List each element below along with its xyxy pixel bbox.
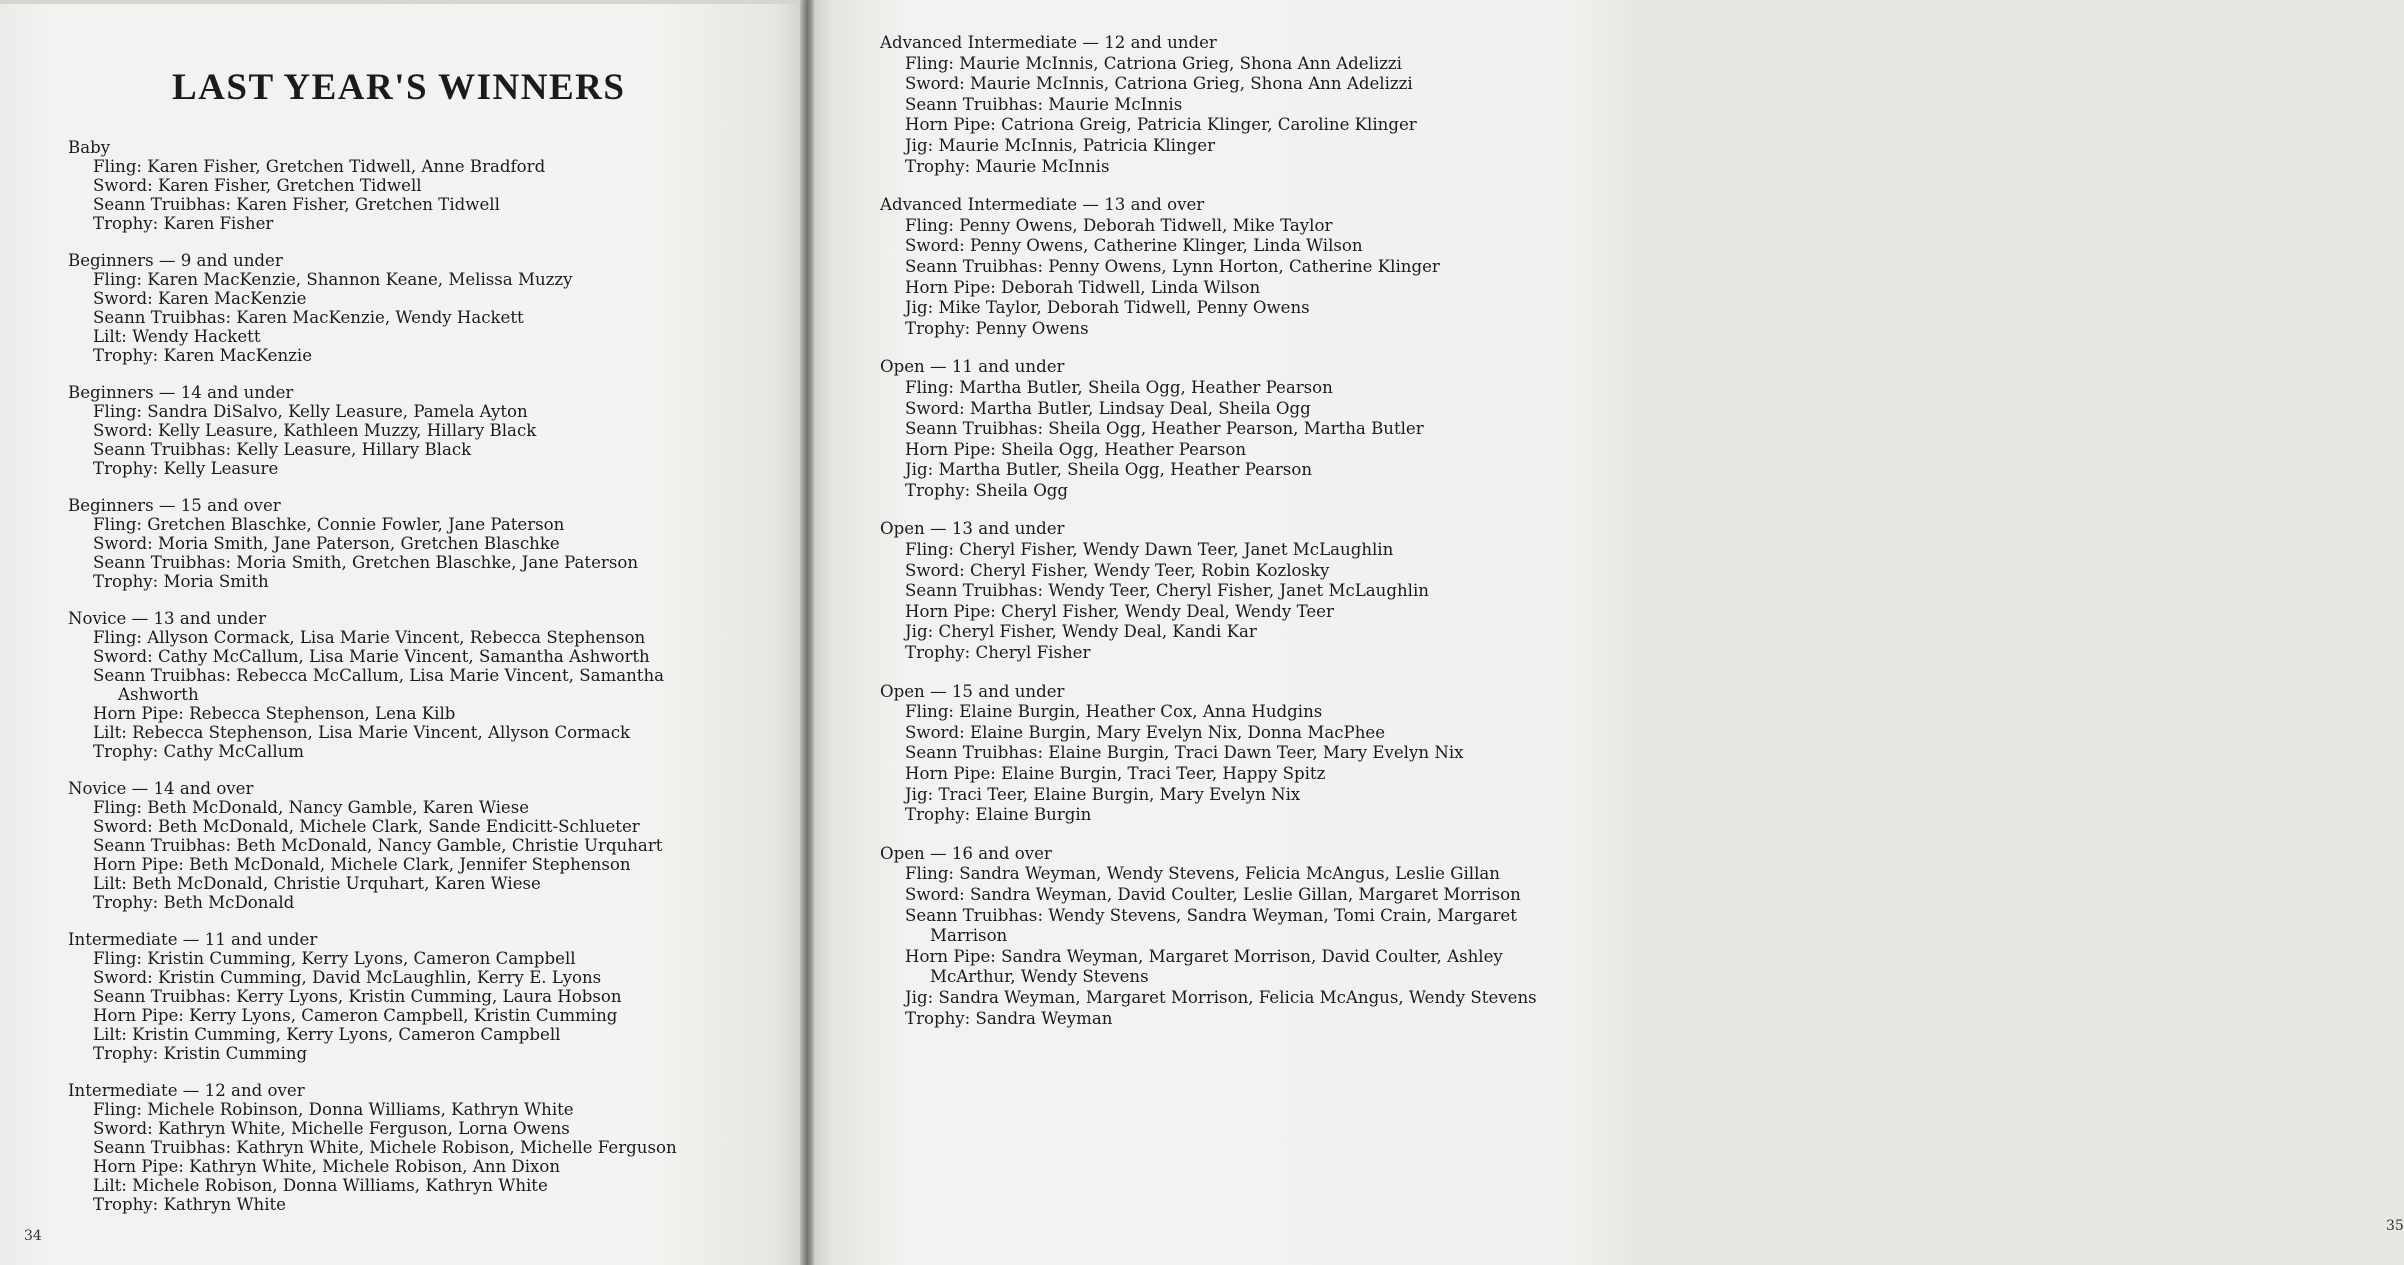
winner-entry: Trophy: Karen Fisher	[93, 214, 274, 233]
section-heading: Baby	[68, 138, 111, 157]
winner-entry: Seann Truibhas: Penny Owens, Lynn Horton, Catherine Klinger	[905, 256, 1440, 276]
winner-entry: Sword: Kathryn White, Michelle Ferguson, Lorna Owens	[93, 1119, 570, 1138]
winner-entry: Sword: Karen MacKenzie	[93, 289, 307, 308]
winner-entry: Trophy: Elaine Burgin	[905, 805, 1092, 825]
left-page	[0, 0, 808, 1265]
winner-entry: Fling: Kristin Cumming, Kerry Lyons, Cameron Campbell	[93, 949, 576, 968]
winner-entry: Fling: Martha Butler, Sheila Ogg, Heather Pearson	[905, 377, 1333, 397]
winner-entry: Fling: Elaine Burgin, Heather Cox, Anna Hudgins	[905, 702, 1323, 722]
winner-entry: Trophy: Kathryn White	[93, 1195, 286, 1214]
winner-entry: Jig: Sandra Weyman, Margaret Morrison, Felicia McAngus, Wendy Stevens	[905, 987, 1537, 1007]
winner-entry: Jig: Mike Taylor, Deborah Tidwell, Penny Owens	[905, 298, 1310, 318]
winner-entry: Jig: Traci Teer, Elaine Burgin, Mary Evelyn Nix	[905, 784, 1301, 804]
winner-entry: Fling: Cheryl Fisher, Wendy Dawn Teer, Janet McLaughlin	[905, 540, 1394, 560]
winner-entry: Fling: Michele Robinson, Donna Williams, Kathryn White	[93, 1100, 574, 1119]
winner-entry: Lilt: Rebecca Stephenson, Lisa Marie Vincent, Allyson Cormack	[93, 723, 631, 742]
winner-entry: Lilt: Kristin Cumming, Kerry Lyons, Cameron Campbell	[93, 1025, 561, 1044]
winner-entry: Sword: Maurie McInnis, Catriona Grieg, Shona Ann Adelizzi	[905, 74, 1413, 94]
winner-entry: Seann Truibhas: Elaine Burgin, Traci Dawn Teer, Mary Evelyn Nix	[905, 743, 1464, 763]
section-heading: Open — 13 and under	[880, 519, 1065, 539]
winners-section	[68, 1081, 728, 1214]
winner-entry: Horn Pipe: Catriona Greig, Patricia Klinger, Caroline Klinger	[905, 115, 1417, 135]
winners-section	[68, 383, 728, 478]
winner-entry: Seann Truibhas: Karen Fisher, Gretchen Tidwell	[93, 195, 500, 214]
winner-entry: Fling: Penny Owens, Deborah Tidwell, Mike Taylor	[905, 215, 1333, 235]
winners-section	[880, 357, 1540, 501]
winner-entry: Fling: Gretchen Blaschke, Connie Fowler, Jane Paterson	[93, 515, 565, 534]
winners-section	[880, 195, 1540, 339]
winners-section	[880, 682, 1540, 826]
winner-entry: Lilt: Beth McDonald, Christie Urquhart, Karen Wiese	[93, 874, 541, 893]
winner-entry: Fling: Sandra Weyman, Wendy Stevens, Felicia McAngus, Leslie Gillan	[905, 864, 1500, 884]
winners-section	[68, 609, 728, 761]
section-heading: Advanced Intermediate — 13 and over	[880, 195, 1205, 215]
winner-entry: Seann Truibhas: Kerry Lyons, Kristin Cumming, Laura Hobson	[93, 987, 622, 1006]
winner-entry: Horn Pipe: Sheila Ogg, Heather Pearson	[905, 439, 1247, 459]
winners-section	[68, 138, 728, 233]
winner-entry: Fling: Karen Fisher, Gretchen Tidwell, Anne Bradford	[93, 157, 546, 176]
section-heading: Advanced Intermediate — 12 and under	[880, 33, 1217, 52]
winner-entry: Jig: Maurie McInnis, Patricia Klinger	[905, 135, 1215, 155]
winner-entry: Seann Truibhas: Kathryn White, Michele Robison, Michelle Ferguson	[93, 1138, 677, 1157]
winner-entry: Trophy: Maurie McInnis	[905, 156, 1110, 176]
book-gutter	[800, 0, 814, 1265]
winners-section	[68, 496, 728, 591]
winner-entry: Seann Truibhas: Moria Smith, Gretchen Blaschke, Jane Paterson	[93, 553, 639, 572]
winner-entry: Sword: Kelly Leasure, Kathleen Muzzy, Hillary Black	[93, 421, 537, 440]
page-number-left: 34	[24, 1228, 42, 1244]
winner-entry: Sword: Kristin Cumming, David McLaughlin, Kerry E. Lyons	[93, 968, 602, 987]
winner-entry: Sword: Penny Owens, Catherine Klinger, Linda Wilson	[905, 236, 1363, 256]
winner-entry: Seann Truibhas: Wendy Teer, Cheryl Fisher, Janet McLaughlin	[905, 581, 1429, 601]
winner-entry: Sword: Karen Fisher, Gretchen Tidwell	[93, 176, 422, 195]
winner-entry: Trophy: Penny Owens	[905, 318, 1089, 338]
winner-entry: Seann Truibhas: Kelly Leasure, Hillary Black	[93, 440, 472, 459]
winner-entry: Sword: Beth McDonald, Michele Clark, Sande Endicitt-Schlueter	[93, 817, 640, 836]
winner-entry: Fling: Karen MacKenzie, Shannon Keane, Melissa Muzzy	[93, 270, 573, 289]
winners-section	[68, 251, 728, 365]
winner-entry: Jig: Martha Butler, Sheila Ogg, Heather Pearson	[905, 460, 1312, 480]
winner-entry: Trophy: Cheryl Fisher	[905, 643, 1091, 663]
winner-entry: Trophy: Kelly Leasure	[93, 459, 279, 478]
section-heading: Intermediate — 11 and under	[68, 930, 318, 949]
winner-entry: Seann Truibhas: Wendy Stevens, Sandra Weyman, Tomi Crain, Margaret Marrison	[905, 905, 1517, 946]
winners-section	[880, 844, 1540, 1029]
section-heading: Open — 15 and under	[880, 681, 1065, 701]
winner-entry: Trophy: Sandra Weyman	[905, 1008, 1113, 1028]
winner-entry: Sword: Moria Smith, Jane Paterson, Gretchen Blaschke	[93, 534, 560, 553]
winner-entry: Fling: Beth McDonald, Nancy Gamble, Karen Wiese	[93, 798, 530, 817]
left-column	[68, 138, 728, 1232]
winner-entry: Sword: Cathy McCallum, Lisa Marie Vincent, Samantha Ashworth	[93, 647, 650, 666]
section-heading: Novice — 13 and under	[68, 609, 267, 628]
winner-entry: Seann Truibhas: Sheila Ogg, Heather Pearson, Martha Butler	[905, 419, 1424, 439]
winner-entry: Seann Truibhas: Maurie McInnis	[905, 94, 1183, 114]
winner-entry: Trophy: Cathy McCallum	[93, 742, 305, 761]
section-heading: Beginners — 14 and under	[68, 383, 294, 402]
winner-entry: Fling: Allyson Cormack, Lisa Marie Vincent, Rebecca Stephenson	[93, 628, 646, 647]
winner-entry: Trophy: Sheila Ogg	[905, 480, 1069, 500]
winner-entry: Seann Truibhas: Karen MacKenzie, Wendy Hackett	[93, 308, 524, 327]
winner-entry: Trophy: Beth McDonald	[93, 893, 295, 912]
winner-entry: Horn Pipe: Kerry Lyons, Cameron Campbell, Kristin Cumming	[93, 1006, 618, 1025]
page-title: LAST YEAR'S WINNERS	[172, 67, 626, 108]
winner-entry: Horn Pipe: Cheryl Fisher, Wendy Deal, Wendy Teer	[905, 601, 1334, 621]
winner-entry: Sword: Martha Butler, Lindsay Deal, Sheila Ogg	[905, 398, 1311, 418]
winner-entry: Jig: Cheryl Fisher, Wendy Deal, Kandi Kar	[905, 622, 1257, 642]
winner-entry: Trophy: Kristin Cumming	[93, 1044, 308, 1063]
winner-entry: Lilt: Wendy Hackett	[93, 327, 261, 346]
winner-entry: Seann Truibhas: Beth McDonald, Nancy Gamble, Christie Urquhart	[93, 836, 663, 855]
winner-entry: Horn Pipe: Deborah Tidwell, Linda Wilson	[905, 277, 1261, 297]
section-heading: Beginners — 15 and over	[68, 496, 281, 515]
section-heading: Novice — 14 and over	[68, 779, 254, 798]
winners-section	[880, 519, 1540, 663]
page-top-edge	[0, 0, 808, 4]
winners-section	[68, 779, 728, 912]
winner-entry: Horn Pipe: Rebecca Stephenson, Lena Kilb	[93, 704, 456, 723]
winner-entry: Horn Pipe: Kathryn White, Michele Robison, Ann Dixon	[93, 1157, 561, 1176]
section-heading: Open — 11 and under	[880, 357, 1065, 377]
winners-section	[880, 33, 1540, 177]
page-number-right: 35	[2386, 1218, 2404, 1234]
winners-section	[68, 930, 728, 1063]
winner-entry: Trophy: Karen MacKenzie	[93, 346, 313, 365]
section-heading: Intermediate — 12 and over	[68, 1081, 305, 1100]
winner-entry: Fling: Sandra DiSalvo, Kelly Leasure, Pamela Ayton	[93, 402, 528, 421]
winner-entry: Seann Truibhas: Rebecca McCallum, Lisa Marie Vincent, Samantha Ashworth	[93, 666, 665, 704]
section-heading: Open — 16 and over	[880, 843, 1052, 863]
right-column	[880, 33, 1540, 1047]
winner-entry: Sword: Sandra Weyman, David Coulter, Leslie Gillan, Margaret Morrison	[905, 884, 1521, 904]
winner-entry: Fling: Maurie McInnis, Catriona Grieg, Shona Ann Adelizzi	[905, 53, 1402, 73]
section-heading: Beginners — 9 and under	[68, 251, 283, 270]
winner-entry: Horn Pipe: Beth McDonald, Michele Clark, Jennifer Stephenson	[93, 855, 631, 874]
winner-entry: Horn Pipe: Sandra Weyman, Margaret Morrison, David Coulter, Ashley McArthur, Wendy Stevens	[905, 946, 1503, 987]
winner-entry: Lilt: Michele Robison, Donna Williams, Kathryn White	[93, 1176, 548, 1195]
winner-entry: Horn Pipe: Elaine Burgin, Traci Teer, Happy Spitz	[905, 764, 1326, 783]
winner-entry: Sword: Elaine Burgin, Mary Evelyn Nix, Donna MacPhee	[905, 722, 1386, 742]
winner-entry: Sword: Cheryl Fisher, Wendy Teer, Robin Kozlosky	[905, 560, 1330, 580]
winner-entry: Trophy: Moria Smith	[93, 572, 269, 591]
